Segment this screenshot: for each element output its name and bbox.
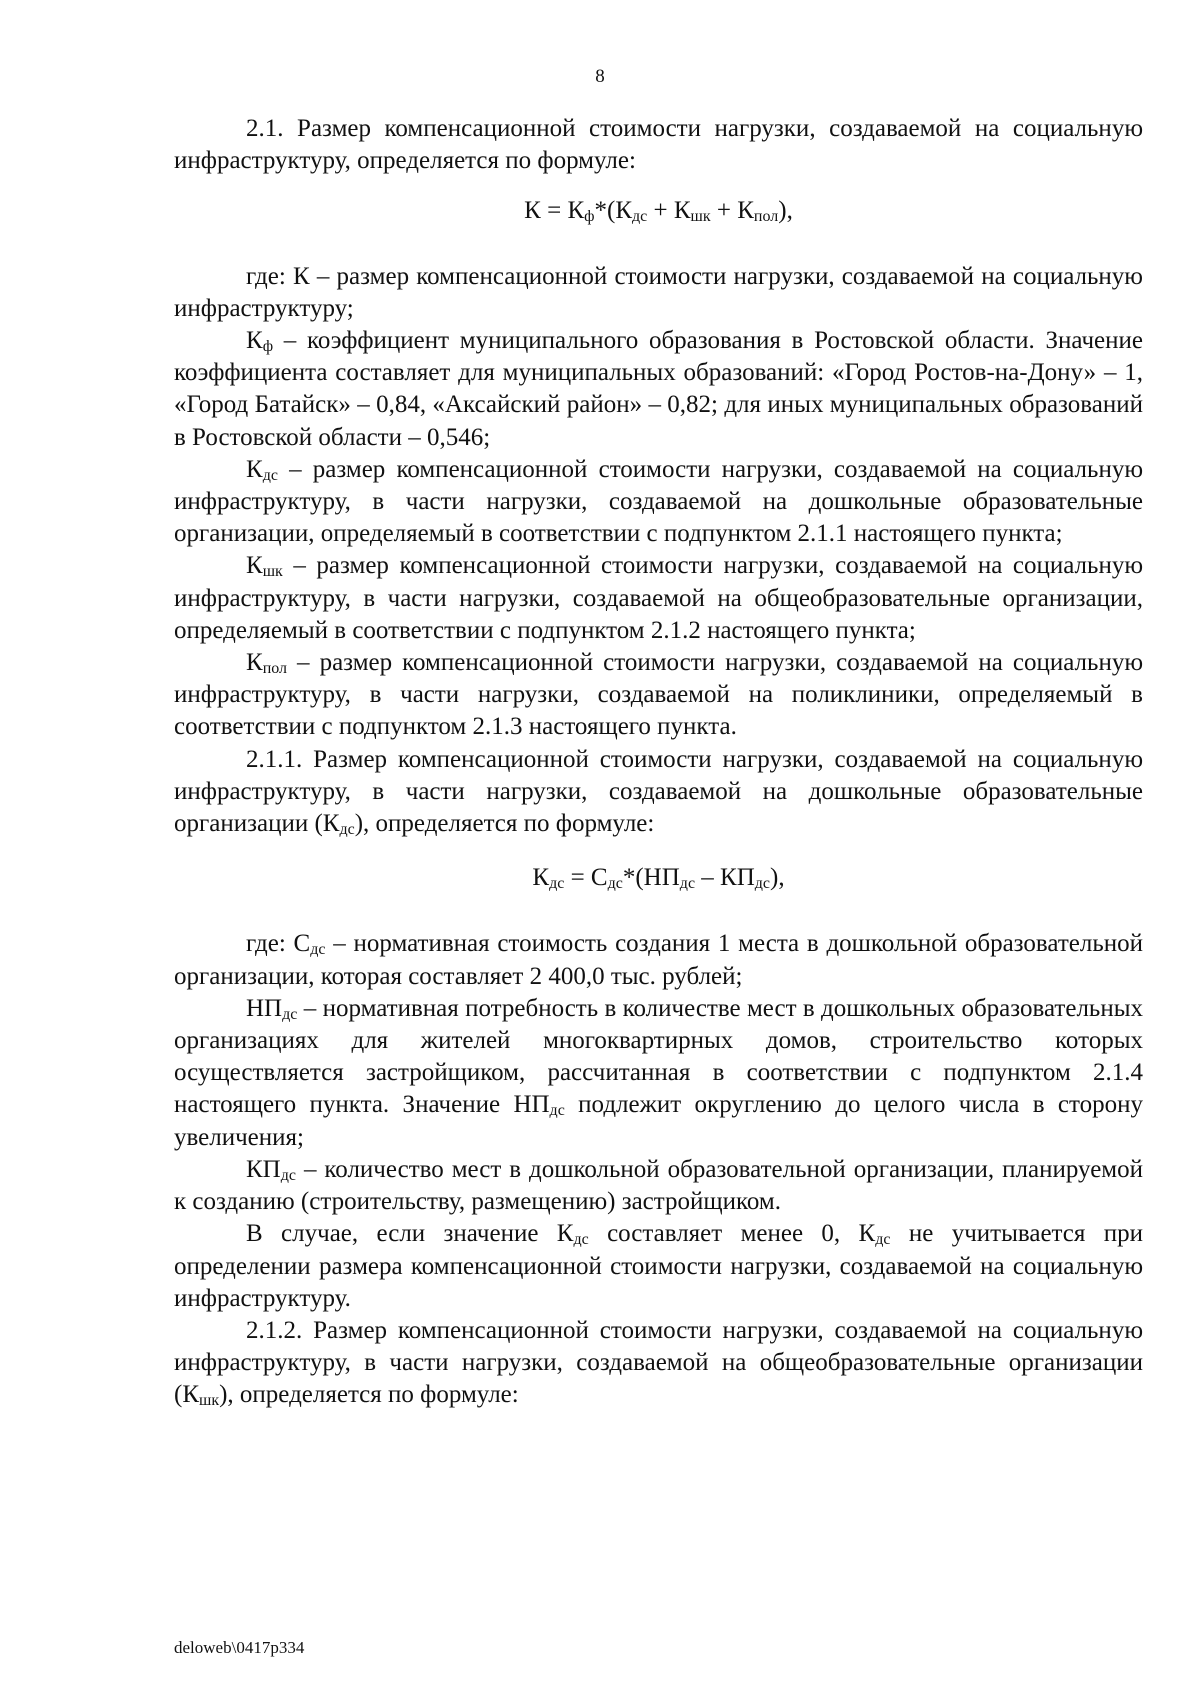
document-footer-id: deloweb\0417p334 [174, 1638, 305, 1657]
paragraph-2-1-2: 2.1.2. Размер компенсационной стоимости нагрузки, создаваемой на социальную инфраструктуру, в части нагрузки, создаваемой на общеобразовательные организации (Кшк), определяется по формуле: [174, 1316, 1143, 1410]
definition-kds: Кдс – размер компенсационной стоимости нагрузки, создаваемой на социальную инфраструктуру, в части нагрузки, создаваемой на дошкольные образовательные организации, определяемый в соответствии с подпунктом 2.1.1 настоящего пункта; [174, 455, 1143, 548]
formula-kds: Кдс = Сдс*(НПдс – КПдс), [532, 864, 785, 893]
definition-kpol: Кпол – размер компенсационной стоимости нагрузки, создаваемой на социальную инфраструктуру, в части нагрузки, создаваемой на поликлиники, определяемый в соответствии с подпунктом 2.1.3 настоящего пункта. [174, 649, 1143, 741]
definition-kpds: КПдс – количество мест в дошкольной образовательной организации, планируемой к созданию (строительству, размещению) застройщиком. [174, 1155, 1143, 1216]
definition-kshk: Кшк – размер компенсационной стоимости нагрузки, создаваемой на социальную инфраструктуру, в части нагрузки, создаваемой на общеобразовательные организации, определяемый в соответствии с подпунктом 2.1.2 настоящего пункта; [174, 552, 1143, 644]
page-number: 8 [595, 66, 605, 87]
paragraph-2-1-intro: 2.1. Размер компенсационной стоимости нагрузки, создаваемой на социальную инфраструктуру, определяется по формуле: [174, 115, 1143, 175]
paragraph-negative-case: В случае, если значение Кдс составляет менее 0, Кдс не учитывается при определении размера компенсационной стоимости нагрузки, создаваемой на социальную инфраструктуру. [174, 1220, 1143, 1312]
document-body [174, 113, 1143, 1412]
definition-k: где: К – размер компенсационной стоимости нагрузки, создаваемой на социальную инфраструктуру; [174, 262, 1143, 322]
formula-compensation-total: К = Кф*(Кдс + Кшк + Кпол), [524, 197, 793, 226]
paragraph-2-1-1: 2.1.1. Размер компенсационной стоимости нагрузки, создаваемой на социальную инфраструктуру, в части нагрузки, создаваемой на дошкольные образовательные организации (Кдс), определяется по формуле: [174, 745, 1143, 839]
definition-kf: Кф – коэффициент муниципального образования в Ростовской области. Значение коэффициента составляет для муниципальных образований: «Город Ростов-на-Дону» – 1, «Город Батайск» – 0,84, «Аксайский район» – 0,82; для иных муниципальных образований в Ростовской области – 0,546; [174, 327, 1143, 451]
definition-npds: НПдс – нормативная потребность в количестве мест в дошкольных образовательных организациях для жителей многоквартирных домов, строительство которых осуществляется застройщиком, рассчитанная в соответствии с подпунктом 2.1.4 настоящего пункта. Значение НПдс подлежит округлению до целого числа в сторону увеличения; [174, 994, 1143, 1151]
definition-cds: где: Сдс – нормативная стоимость создания 1 места в дошкольной образовательной организации, которая составляет 2 400,0 тыс. рублей; [174, 930, 1143, 990]
